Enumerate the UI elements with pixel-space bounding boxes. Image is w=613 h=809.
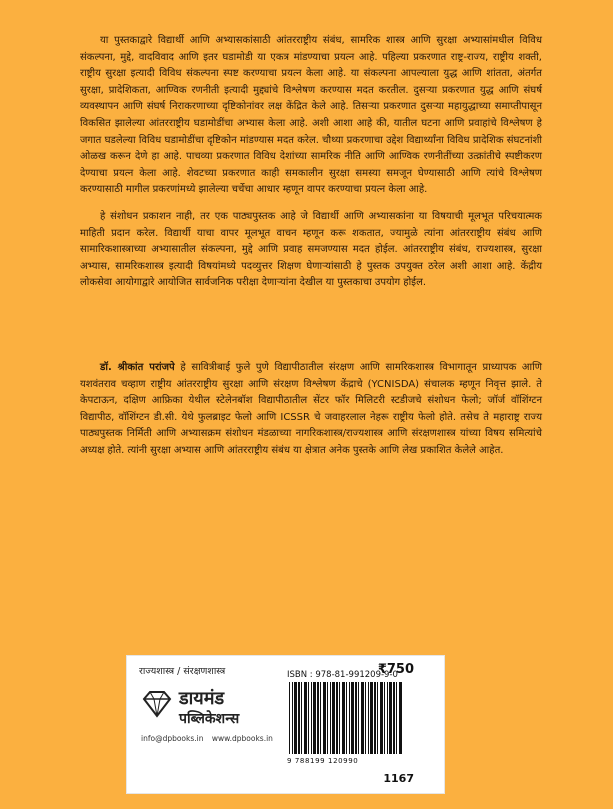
barcode-bar [351, 682, 354, 754]
barcode-bar [358, 682, 359, 754]
barcode-bar [380, 682, 383, 754]
barcode-bar [389, 682, 392, 754]
barcode-bar [327, 682, 328, 754]
barcode-bar [399, 682, 402, 754]
barcode-bar [374, 682, 376, 754]
author-bio-paragraph [80, 360, 542, 460]
barcode-digits: 9 788199 120990 [287, 757, 359, 765]
barcode-bar [294, 682, 297, 754]
book-code: 1167 [383, 772, 414, 785]
price-label: ₹750 [377, 662, 414, 677]
barcode-bar [365, 682, 366, 754]
barcode-bar [368, 682, 369, 754]
barcode-bar [323, 682, 326, 754]
book-description [80, 33, 542, 292]
barcode-bar [355, 682, 357, 754]
barcode-bar [349, 682, 350, 754]
barcode-bar [308, 682, 309, 754]
barcode-bar [339, 682, 340, 754]
barcode-bar [332, 682, 335, 754]
author-name: डॉ. श्रीकांत परांजपे [100, 362, 175, 373]
barcode-icon [287, 682, 405, 754]
author-bio [80, 360, 542, 460]
publisher-name: डायमंड [179, 688, 225, 709]
barcode-bar [361, 682, 364, 754]
publisher-contact [141, 734, 273, 743]
barcode-bar [393, 682, 395, 754]
author-bio-text: हे सावित्रीबाई फुले पुणे विद्यापीठातील संरक्षण आणि सामरिकशास्त्र विभागातून प्राध्यापक आणि यशवंतराव चव्हाण राष्ट्रीय आंतरराष्ट्रीय सुरक्षा आणि संरक्षण विश्लेषण केंद्राचे (YCNISDA) संचालक म्हणून निवृत्त झाले. ते केपटाऊन, दक्षिण आफ्रिका येथील स्टेलेनबॉश विद्यापीठातील सेंटर फॉर मिलिटरी स्टडीजचे संशोधन फेलो; जॉर्ज वॉशिंग्टन विद्यापीठ, वॉशिंग्टन डी.सी. येथे फुलब्राइट फेलो आणि ICSSR चे जवाहरलाल नेहरू राष्ट्रीय फेलो होते. तसेच ते महाराष्ट्र राज्य पाठ्यपुस्तक निर्मिती आणि अभ्यासक्रम संशोधन मंडळाच्या नागरिकशास्त्र/राज्यशास्त्र आणि संरक्षणशास्त्र यांच्या विषय समित्यांचे अध्यक्ष होते. त्यांनी सुरक्षा अभ्यास आणि आंतरराष्ट्रीय संबंध या क्षेत्रात अनेक पुस्तके आणि लेख प्रकाशित केलेले आहेत. [80, 362, 542, 456]
category-label: राज्यशास्त्र / संरक्षणशास्त्र [139, 666, 226, 677]
barcode-bar [387, 682, 388, 754]
barcode-bar [292, 682, 293, 754]
barcode-bar [342, 682, 345, 754]
barcode-bar [301, 682, 302, 754]
barcode-bar [377, 682, 378, 754]
barcode-bar [370, 682, 373, 754]
barcode-bar [346, 682, 347, 754]
publisher-logo [141, 686, 281, 728]
barcode-bar [289, 682, 290, 754]
description-paragraph-1: या पुस्तकाद्वारे विद्यार्थी आणि अभ्यासकांसाठी आंतरराष्ट्रीय संबंध, सामरिक शास्त्र आणि सुरक्षा अभ्यासांमधील विविध संकल्पना, मुद्दे, वादविवाद आणि इतर घडामोडी या एकत्र मांडण्याचा प्रयत्न आहे. पहिल्या प्रकरणात राष्ट्र-राज्य, राष्ट्रीय शक्ती, राष्ट्रीय सुरक्षा इत्यादी विविध संकल्पना स्पष्ट करण्याचा प्रयत्न केला आहे. या संकल्पना आपल्याला युद्ध आणि शांतता, अंतर्गत सुरक्षा, प्रादेशिकता, आण्विक रणनीती इत्यादी मुद्द्यांचे विश्लेषण करण्यास मदत करतील. दुसऱ्या प्रकरणात युद्ध आणि संघर्ष व्यवस्थापन आणि संघर्ष निराकरणाच्या दृष्टिकोनांवर लक्ष केंद्रित केले आहे. तिसऱ्या प्रकरणात दुसऱ्या महायुद्धाच्या समाप्तीपासून विकसित झालेल्या आंतरराष्ट्रीय घडामोडींचा अभ्यास केला आहे. अशी आशा आहे की, यातील घटना आणि प्रवाहांचे विश्लेषण हे जगात घडलेल्या विविध घडामोडींचा दृष्टिकोन मांडण्यास मदत करेल. चौथ्या प्रकरणाचा उद्देश विद्यार्थ्यांना विविध प्रादेशिक संघटनांशी ओळख करून देणे हा आहे. पाचव्या प्रकरणात विविध देशांच्या सामरिक नीति आणि आण्विक रणनीतींच्या उत्क्रांतीचे स्पष्टीकरण देण्याचा प्रयत्न केला आहे. शेवटच्या प्रकरणात काही समकालीन सुरक्षा समस्या समजून घेण्यासाठी आणि त्यांचे विश्लेषण करण्यासाठी मागील प्रकरणांमध्ये झालेल्या चर्चेचा आधार म्हणून वापर करण्याचा प्रयत्न केला आहे. [80, 35, 542, 196]
barcode-bar [311, 682, 312, 754]
barcode-bar [313, 682, 316, 754]
publisher-panel [126, 655, 445, 794]
isbn-label: ISBN : 978-81-991209-9-0 [287, 670, 398, 680]
barcode-bar [336, 682, 338, 754]
barcode-bar [317, 682, 319, 754]
contact-website: www.dpbooks.in [211, 734, 273, 743]
barcode-bar [396, 682, 397, 754]
barcode-bar [384, 682, 385, 754]
publisher-subname: पब्लिकेशन्स [179, 711, 240, 727]
contact-email: info@dpbooks.in [141, 734, 204, 743]
diamond-logo-icon [144, 692, 170, 716]
description-paragraph-2: हे संशोधन प्रकाशन नाही, तर एक पाठ्यपुस्तक आहे जे विद्यार्थी आणि अभ्यासकांना या विषयाची मूलभूत परिचयात्मक माहिती प्रदान करेल. विद्यार्थी याचा वापर मूलभूत वाचन म्हणून करू शकतात, ज्यामुळे त्यांना आंतरराष्ट्रीय संबंध आणि सामारिकशास्त्राच्या अभ्यासातील संकल्पना, मुद्दे आणि प्रवाह समजण्यास मदत होईल. आंतरराष्ट्रीय संबंध, राज्यशास्त्र, सुरक्षा अभ्यास, सामरिकशास्त्र इत्यादी विषयांमध्ये पदव्युत्तर शिक्षण घेणाऱ्यांसाठी हे पुस्तक उपयुक्त ठरेल अशी आशा आहे. केंद्रीय लोकसेवा आयोगाद्वारे आयोजित सार्वजनिक परीक्षा देणाऱ्यांना देखील या पुस्तकाचा उपयोग होईल. [80, 210, 542, 289]
barcode-bar [330, 682, 331, 754]
barcode-bar [304, 682, 307, 754]
barcode-bar [320, 682, 321, 754]
barcode-bar [298, 682, 300, 754]
